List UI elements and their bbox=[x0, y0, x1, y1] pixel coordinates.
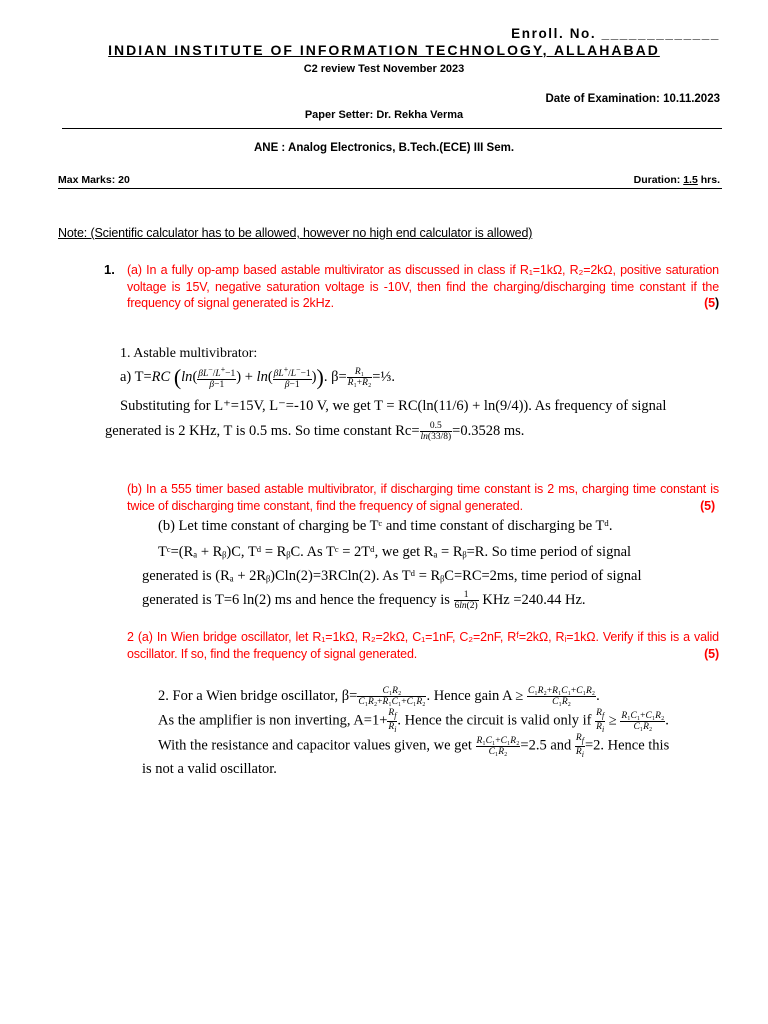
solution-1-title: 1. Astable multivibrator: bbox=[120, 346, 258, 361]
course-title: ANE : Analog Electronics, B.Tech.(ECE) III Sem. bbox=[253, 142, 515, 154]
institute-name: INDIAN INSTITUTE OF INFORMATION TECHNOLOGY, ALLAHABAD bbox=[108, 42, 660, 58]
solution-2-line-2: As the amplifier is non inverting, A=1+ $\frac{R_f}{R_i}$ . Hence the circuit is valid only if $\frac{R_f}{R_i}$ ≥ $\frac{\text{R₁C₁+C₁R₂}}{\text{C₁R₂}}$ . bbox=[158, 708, 669, 734]
solution-2-line-1: 2. For a Wien bridge oscillator, β= $\frac{\text{C₁R₂}}{\text{C₁R₂+R₁C₁+C₁R₂}}$ . Hence gain A ≥ $\frac{\text{C₁R₂+R₁C₁+C₁R₂}}{\text{C₁R₂}}$ . bbox=[158, 686, 600, 708]
question-number: 1. bbox=[104, 262, 115, 277]
solution-1-result: generated is 2 KHz, T is 0.5 ms. So time constant Rc= $\frac{0.5}{\ln(33/8)}$ =0.3528 ms. bbox=[105, 421, 525, 443]
enroll-number: Enroll. No. _____________ bbox=[511, 26, 720, 41]
test-title: C2 review Test November 2023 bbox=[303, 63, 465, 75]
solution-1-formula: a) T=RC (ln( $\frac{\beta L^-/L^+-1}{\beta-1}$ ) + ln( $\frac{\beta L^+/L^--1}{\beta-1}$ )). β= $\frac{\text{R₁}}{\text{R₁+R₂}}$ =⅓. bbox=[120, 364, 395, 391]
solution-1b-line-3: generated is (Rₐ + 2Rᵦ)Cln(2)=3RCln(2). As Tᵈ = RᵦC=RC=2ms, time period of signal bbox=[142, 568, 642, 584]
question-2a: 2 (a) In Wien bridge oscillator, let R₁=1kΩ, R₂=2kΩ, C₁=1nF, C₂=2nF, Rᶠ=2kΩ, Rᵢ=1kΩ. Verify if this is a valid oscillator. If so, find the frequency of signal generated. (5) bbox=[127, 630, 719, 661]
solution-2-line-4: is not a valid oscillator. bbox=[142, 761, 277, 777]
question-1b: (b) In a 555 timer based astable multivibrator, if discharging time constant is 2 ms, charging time constant is twice of discharging time constant, find the frequency of signal generated. (5) bbox=[127, 482, 719, 513]
question-1a-marks: (5) bbox=[704, 296, 719, 310]
solution-1b-line-1: (b) Let time constant of charging be Tᶜ and time constant of discharging be Tᵈ. bbox=[158, 518, 613, 534]
header-divider-2 bbox=[58, 188, 722, 189]
question-2a-marks: (5) bbox=[704, 646, 719, 661]
calculator-note: Note: (Scientific calculator has to be allowed, however no high end calculator is allowed) bbox=[58, 226, 533, 240]
question-1a: (a) In a fully op-amp based astable multivirator as discussed in class if R₁=1kΩ, R₂=2kΩ, positive saturation voltage is 15V, negative saturation voltage is -10V, then find the charging/discharging time constant if the frequency of signal generated is 2kHz. (5) bbox=[127, 263, 719, 310]
solution-1b-line-4: generated is T=6 ln(2) ms and hence the frequency is $\frac{1}{6\ln(2)}$ KHz =240.44 Hz. bbox=[142, 590, 586, 612]
duration: Duration: 1.5 hrs. bbox=[633, 174, 720, 186]
solution-1b-line-2: Tᶜ=(Rₐ + Rᵦ)C, Tᵈ = RᵦC. As Tᶜ = 2Tᵈ, we get Rₐ = Rᵦ=R. So time period of signal bbox=[158, 544, 632, 560]
solution-1-substitution: Substituting for L⁺=15V, L⁻=-10 V, we get T = RC(ln(11/6) + ln(9/4)). As frequency of signal bbox=[120, 398, 667, 414]
solution-2-line-3: With the resistance and capacitor values given, we get $\frac{\text{R₁C₁+C₁R₂}}{\text{C₁R₂}}$ =2.5 and $\frac{R_f}{R_i}$ =2. Hence this bbox=[158, 733, 670, 759]
paper-setter: Paper Setter: Dr. Rekha Verma bbox=[304, 109, 464, 121]
header-divider bbox=[62, 128, 722, 129]
max-marks: Max Marks: 20 bbox=[58, 174, 130, 186]
exam-date: Date of Examination: 10.11.2023 bbox=[545, 93, 720, 105]
question-1b-marks: (5) bbox=[700, 498, 715, 513]
